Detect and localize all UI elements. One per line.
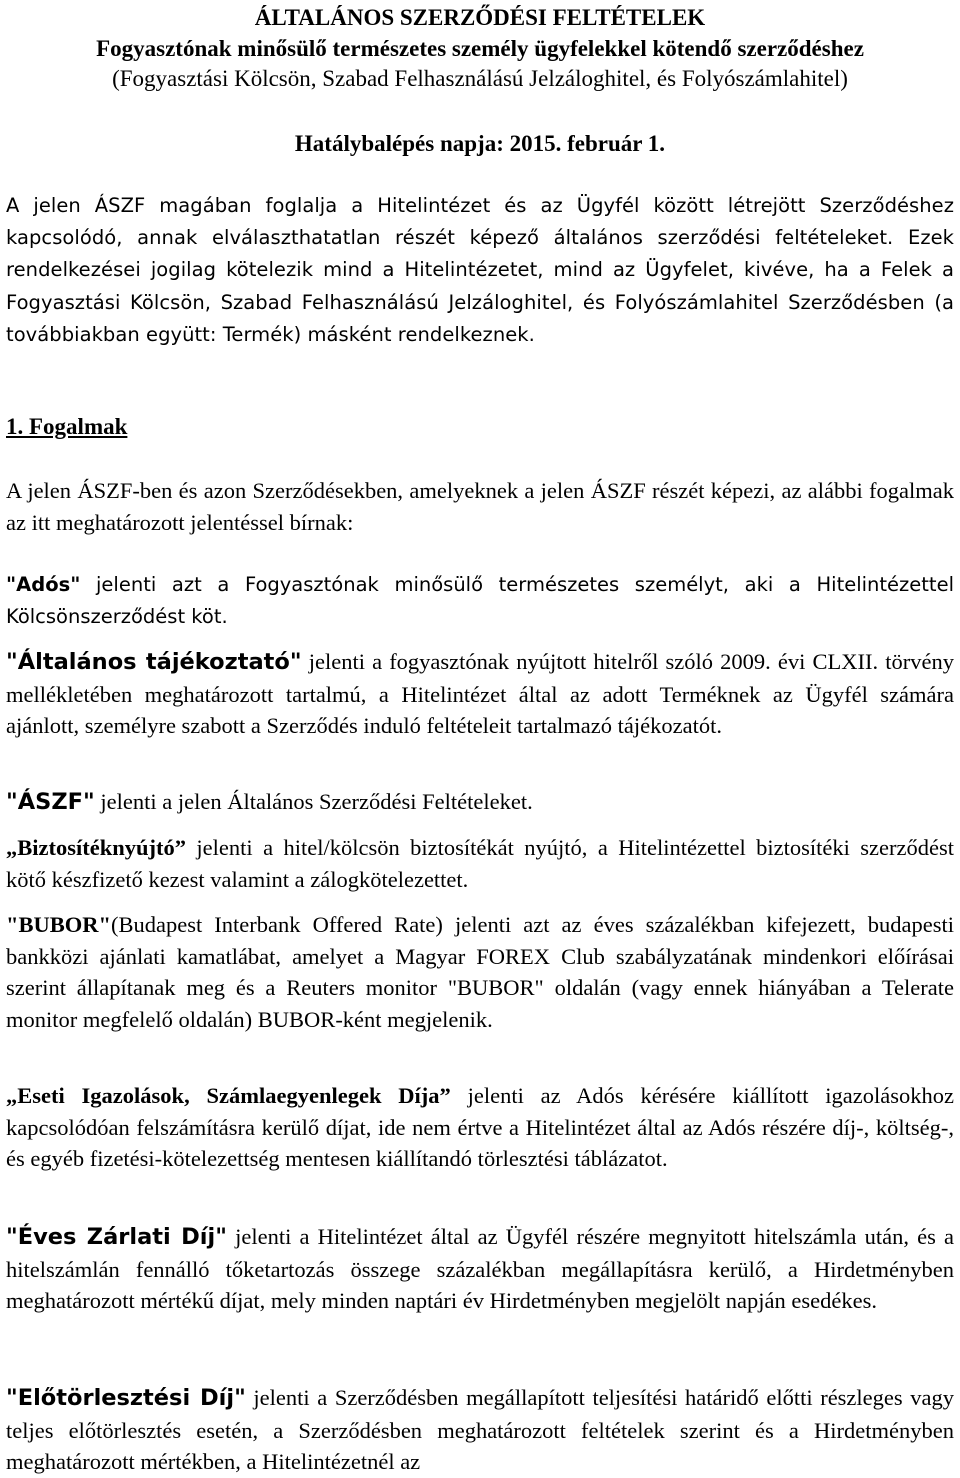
definition-term: "Éves Zárlati Díj"	[6, 1224, 227, 1250]
document-title: ÁLTALÁNOS SZERZŐDÉSI FELTÉTELEK	[254, 5, 706, 30]
document-subtitle-products: (Fogyasztási Kölcsön, Szabad Felhasználású Jelzáloghitel, és Folyószámlahitel)	[112, 66, 848, 91]
definition-text: jelenti azt a Fogyasztónak minősülő természetes személyt, aki a Hitelintézettel Kölcsönszerződést köt.	[6, 573, 954, 628]
definition-elotorlesztesi-dij	[6, 1382, 954, 1478]
definition-aszf	[6, 786, 954, 819]
definition-bubor	[6, 909, 954, 1035]
definition-term: „Eseti Igazolások, Számlaegyenlegek Díja”	[6, 1083, 451, 1108]
definition-text: jelenti a fogyasztónak nyújtott hitelről szóló 2009. évi CLXII. törvény mellékletében meghatározott tartalmú, a Hitelintézet által az adott Terméknek az Ügyfél számára ajánlott, személyre szabott a Szerződés induló feltételeit tartalmazó tájékozatót.	[6, 649, 954, 738]
definition-term: "Előtörlesztési Díj"	[6, 1385, 246, 1411]
definition-term: „Biztosítéknyújtó”	[6, 835, 186, 860]
definition-term: "Általános tájékoztató"	[6, 649, 302, 675]
definition-adós	[6, 569, 954, 632]
definition-text: jelenti a jelen Általános Szerződési Feltételeket.	[94, 789, 533, 814]
definition-biztositeknyujto	[6, 832, 954, 895]
definition-text: jelenti a Hitelintézet által az Ügyfél részére megnyitott hitelszámla után, és a hitelszámlán fennálló tőketartozás összege százalékban megállapításra kerülő, a Hirdetményben meghatározott mértékű díjat, mely minden naptári év Hirdetményben megjelölt napján esedékes.	[6, 1224, 955, 1313]
definition-altalanos-tajekoztato	[6, 646, 954, 742]
definition-text: jelenti a Szerződésben megállapított teljesítési határidő előtti részleges vagy teljes előtörlesztés esetén, a Szerződésben meghatározott feltételek szerint és a Hirdetményben meghatározott mértékben, a Hitelintézetnél az	[6, 1385, 954, 1474]
intro-paragraph: A jelen ÁSZF magában foglalja a Hitelintézet és az Ügyfél között létrejött Szerződéshez kapcsolódó, annak elválaszthatatlan részét képező általános szerződési feltételeket. Ezek rendelkezései jogilag kötelezik mind a Hitelintézetet, mind az Ügyfelet, kivéve, ha a Felek a Fogyasztási Kölcsön, Szabad Felhasználású Jelzáloghitel, és Folyószámlahitel Szerződésben (a továbbiakban együtt: Termék) másként rendelkeznek.	[6, 194, 954, 346]
effective-date: Hatálybalépés napja: 2015. február 1.	[294, 131, 666, 156]
definition-eves-zarlati-dij	[6, 1221, 954, 1317]
definition-term: "Adós"	[6, 573, 81, 596]
definition-text: (Budapest Interbank Offered Rate) jelenti azt az éves százalékban kifejezett, budapesti bankközi ajánlati kamatlábat, amelyet a Magyar FOREX Club szabályzatának mindenkori előírásai szerint állapítanak meg és a Reuters monitor "BUBOR" oldalán (vagy ennek hiányában a Telerate monitor megfelelő oldalán) BUBOR-ként megjelenik.	[6, 912, 954, 1032]
definition-term: "BUBOR"	[6, 912, 111, 937]
section-heading: 1. Fogalmak	[6, 414, 128, 439]
definition-text: jelenti a hitel/kölcsön biztosítékát nyújtó, a Hitelintézettel biztosítéki szerződést kötő készfizető kezest valamint a zálogkötelezettet.	[6, 835, 954, 892]
definition-eseti-igazolasok	[6, 1080, 954, 1175]
definition-text: jelenti az Adós kérésére kiállított igazolásokhoz kapcsolódóan felszámításra kerülő díjat, ide nem értve a Hitelintézet által az Adós részére díj-, költség-, és egyéb fizetési-kötelezettség mentesen kiállítandó törlesztési táblázatot.	[6, 1083, 954, 1171]
section-intro: A jelen ÁSZF-ben és azon Szerződésekben, amelyeknek a jelen ÁSZF részét képezi, az alábbi fogalmak az itt meghatározott jelentéssel bírnak:	[6, 478, 954, 535]
document-subtitle: Fogyasztónak minősülő természetes személy ügyfelekkel kötendő szerződéshez	[96, 36, 864, 61]
definition-term: "ÁSZF"	[6, 789, 95, 815]
